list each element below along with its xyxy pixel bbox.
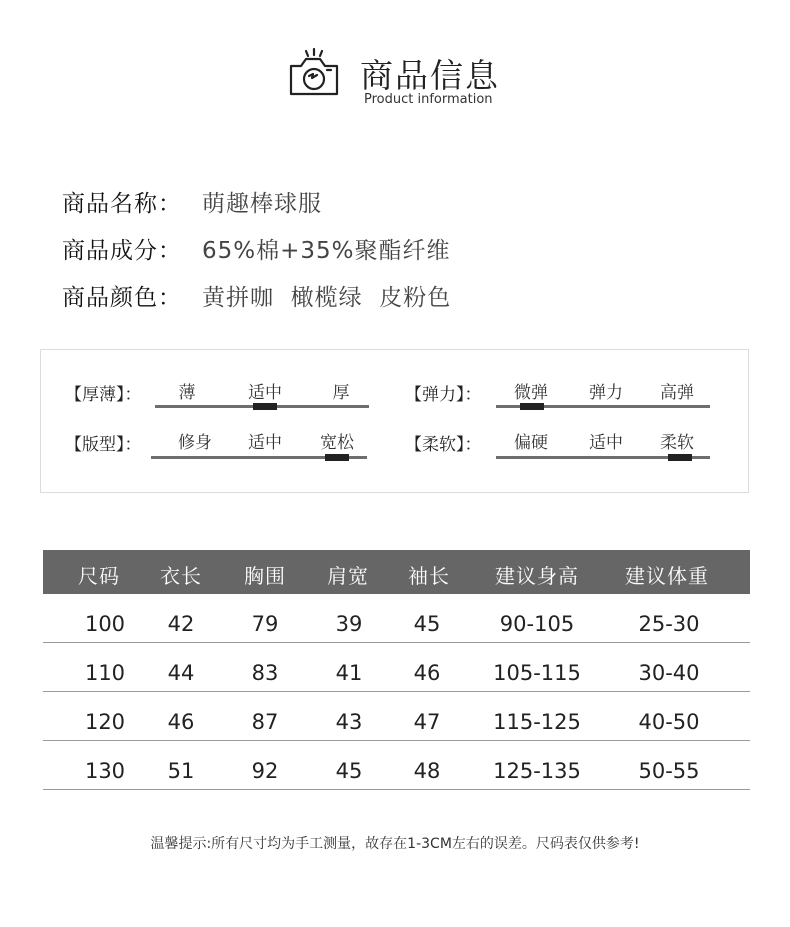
attr-option: 薄 (178, 383, 196, 403)
table-cell: 83 (251, 661, 279, 685)
table-cell: 50-55 (638, 759, 700, 783)
attr-option: 适中 (248, 433, 282, 453)
attr-thickness (65, 380, 385, 420)
table-row (43, 741, 750, 790)
page-title: 商品信息 (360, 56, 500, 95)
attr-option: 宽松 (320, 433, 354, 453)
attr-selected-marker (520, 403, 544, 410)
column-header: 胸围 (244, 564, 286, 588)
table-row (43, 692, 750, 741)
info-value: 黄拼咖 橄榄绿 皮粉色 (202, 285, 452, 311)
camera-icon (283, 46, 345, 100)
attr-label: 【版型】： (65, 435, 142, 455)
table-cell: 130 (84, 759, 126, 783)
section-header (0, 40, 790, 120)
column-header: 衣长 (160, 564, 202, 588)
table-cell: 90-105 (499, 612, 575, 636)
table-cell: 120 (84, 710, 126, 734)
attr-option: 修身 (178, 433, 212, 453)
table-cell: 110 (84, 661, 126, 685)
table-row (43, 643, 750, 692)
info-value: 65%棉+35%聚酯纤维 (202, 238, 451, 264)
table-cell: 43 (335, 710, 363, 734)
attr-option: 偏硬 (514, 433, 548, 453)
table-cell: 42 (167, 612, 195, 636)
attr-option: 柔软 (660, 433, 694, 453)
table-cell: 92 (251, 759, 279, 783)
table-cell: 51 (167, 759, 195, 783)
info-row-color (62, 272, 451, 319)
table-cell: 30-40 (638, 661, 700, 685)
table-cell: 87 (251, 710, 279, 734)
page-subtitle: Product information (364, 92, 493, 107)
attr-label: 【厚薄】： (65, 385, 142, 405)
attr-option: 适中 (589, 433, 623, 453)
attr-label: 【弹力】： (405, 385, 482, 405)
table-cell: 47 (413, 710, 441, 734)
table-cell: 105-115 (493, 661, 581, 685)
table-cell: 48 (413, 759, 441, 783)
attr-fit (65, 430, 385, 470)
info-value: 萌趣棒球服 (202, 191, 322, 217)
attr-selected-marker (253, 403, 277, 410)
attr-label: 【柔软】： (405, 435, 482, 455)
attr-selected-marker (668, 454, 692, 461)
info-label: 商品成分： (62, 238, 182, 264)
product-info (62, 178, 451, 319)
attr-softness (405, 430, 725, 470)
table-cell: 46 (167, 710, 195, 734)
table-cell: 44 (167, 661, 195, 685)
table-cell: 46 (413, 661, 441, 685)
attribute-panel (40, 349, 749, 493)
column-header: 建议身高 (495, 564, 579, 588)
table-cell: 45 (413, 612, 441, 636)
attr-option: 高弹 (660, 383, 694, 403)
table-cell: 25-30 (638, 612, 700, 636)
column-header: 肩宽 (327, 564, 369, 588)
table-cell: 100 (84, 612, 126, 636)
attr-option: 微弹 (514, 383, 548, 403)
attr-elasticity (405, 380, 725, 420)
size-table (43, 550, 750, 790)
attr-option: 厚 (332, 383, 350, 403)
table-cell: 39 (335, 612, 363, 636)
attr-option: 适中 (248, 383, 282, 403)
table-cell: 40-50 (638, 710, 700, 734)
attr-selected-marker (325, 454, 349, 461)
attr-option: 弹力 (589, 383, 623, 403)
info-label: 商品名称： (62, 191, 182, 217)
table-cell: 79 (251, 612, 279, 636)
measurement-note: 温馨提示:所有尺寸均为手工测量，故存在1-3CM左右的误差。尺码表仅供参考! (150, 836, 640, 852)
table-cell: 125-135 (493, 759, 581, 783)
info-row-name (62, 178, 451, 225)
table-cell: 115-125 (493, 710, 581, 734)
info-row-material (62, 225, 451, 272)
info-label: 商品颜色： (62, 285, 182, 311)
table-cell: 45 (335, 759, 363, 783)
column-header: 袖长 (408, 564, 450, 588)
table-header (43, 550, 750, 594)
table-row (43, 594, 750, 643)
column-header: 尺码 (78, 564, 120, 588)
table-cell: 41 (335, 661, 363, 685)
column-header: 建议体重 (625, 564, 709, 588)
